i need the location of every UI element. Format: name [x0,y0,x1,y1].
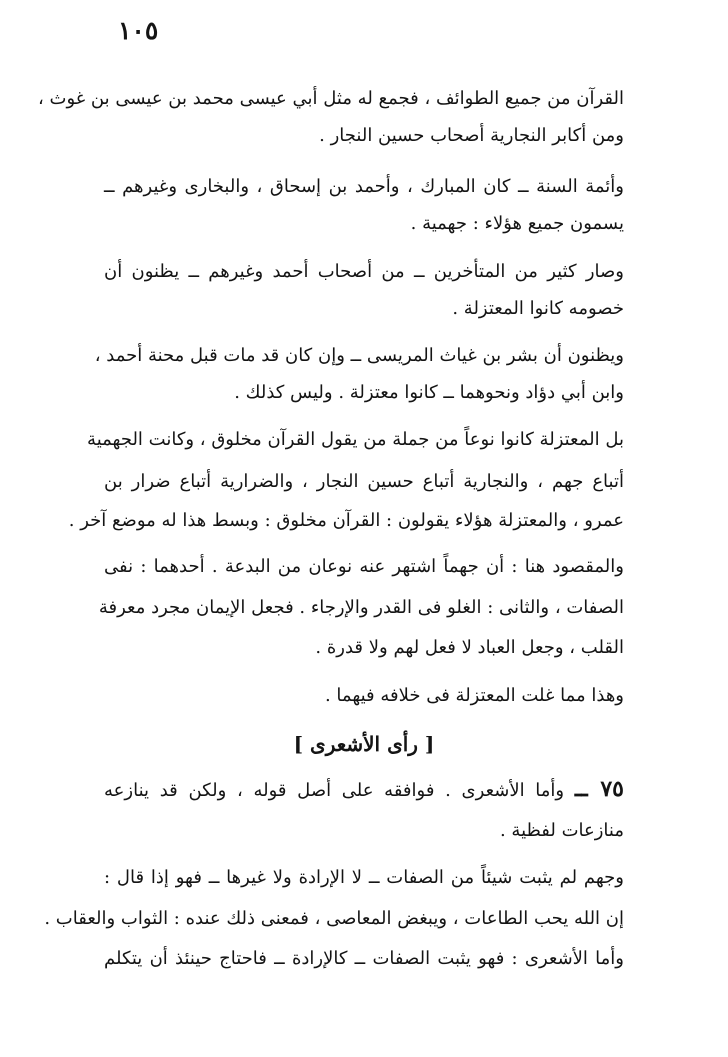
text-line: وهذا مما غلت المعتزلة فى خلافه فيهما . [324,685,624,706]
text-line: منازعات لفظية . [499,820,624,841]
section-heading: [ رأى الأشعرى ] [293,732,435,756]
section-number: ٧٥ ــ [574,776,624,802]
text-line: القرآن من جميع الطوائف ، فجمع له مثل أبي عيسى محمد بن عيسى بن غوث ، [38,88,624,109]
page-number: ١٠٥ [118,16,159,45]
text-line: وابن أبي دؤاد ونحوهما ــ كانوا معتزلة . وليس كذلك . [234,382,624,403]
text-line: الصفات ، والثانى : الغلو فى القدر والإرجاء . فجعل الإيمان مجرد معرفة [98,597,624,618]
text-line: خصومه كانوا المعتزلة . [452,298,624,319]
text-line: والمقصود هنا : أن جهماً اشتهر عنه نوعان من البدعة . أحدهما : نفى [104,556,624,577]
text-line: عمرو ، والمعتزلة هؤلاء يقولون : القرآن مخلوق : وبسط هذا له موضع آخر . [68,510,624,531]
text-line: وأما الأشعرى . فوافقه على أصل قوله ، ولكن قد ينازعه [104,780,565,801]
text-line: ومن أكابر النجارية أصحاب حسين النجار . [319,125,624,146]
text-line: يسمون جميع هؤلاء : جهمية . [410,213,624,234]
text-line: وصار كثير من المتأخرين ــ من أصحاب أحمد وغيرهم ــ يظنون أن [104,261,624,282]
text-line: وأما الأشعرى : فهو يثبت الصفات ــ كالإرادة ــ فاحتاج حينئذ أن يتكلم [104,948,624,969]
text-line: بل المعتزلة كانوا نوعاً من جملة من يقول القرآن مخلوق ، وكانت الجهمية [87,429,624,450]
text-line: وجهم لم يثبت شيئاً من الصفات ــ لا الإرادة ولا غيرها ــ فهو إذا قال : [104,867,624,888]
section-first-line [104,774,624,804]
text-line: ويظنون أن بشر بن غياث المريسى ــ وإن كان قد مات قبل محنة أحمد ، [94,345,624,366]
text-line: أتباع جهم ، والنجارية أتباع حسين النجار ، والضرارية أتباع ضرار بن [104,471,624,492]
text-line: القلب ، وجعل العباد لا فعل لهم ولا قدرة . [315,637,624,658]
text-line: إن الله يحب الطاعات ، ويبغض المعاصى ، فمعنى ذلك عنده : الثواب والعقاب . [44,908,624,929]
text-line: وأئمة السنة ــ كان المبارك ، وأحمد بن إسحاق ، والبخارى وغيرهم ــ [104,176,624,197]
